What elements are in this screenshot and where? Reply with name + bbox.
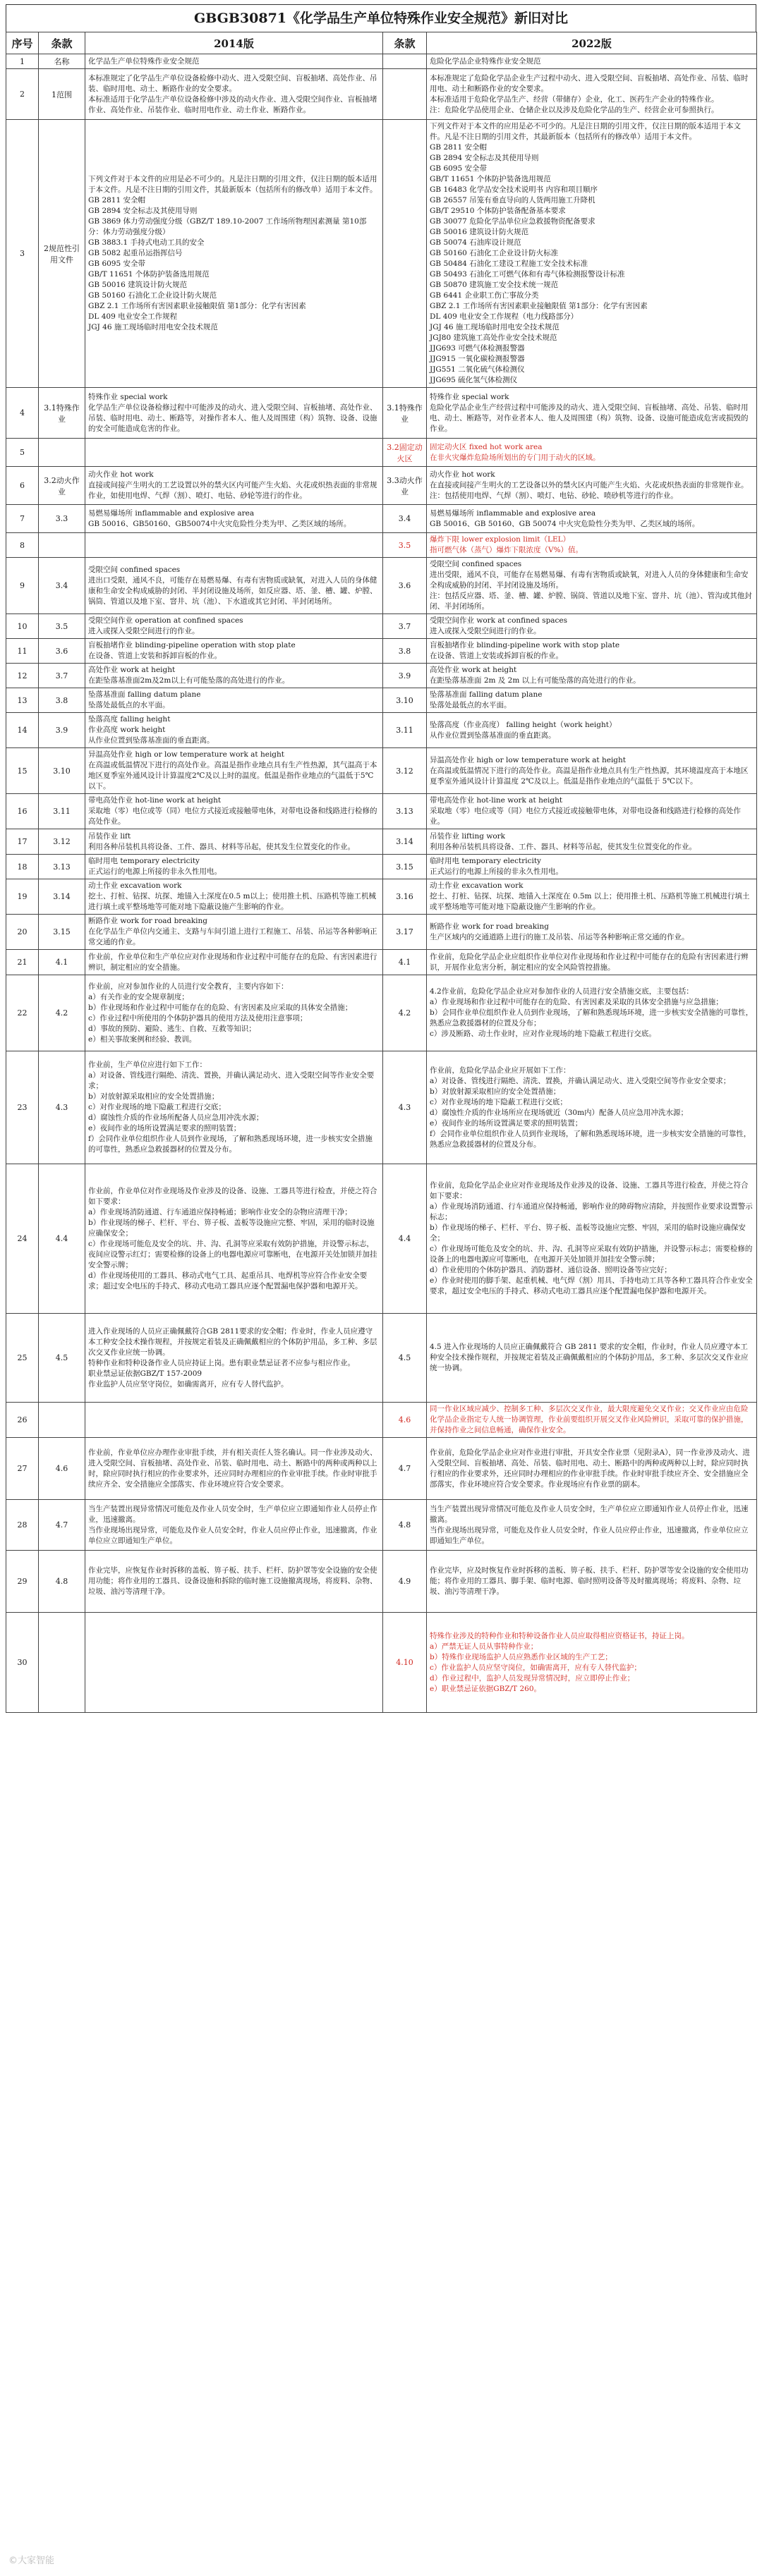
text-2014: 作业前，应对参加作业的人员进行安全教育，主要内容如下： a）有关作业的安全规章制度； b）作业现场和作业过程中可能存在的危险、有害因素及应采取的具体安全措施； c）作业过程中所使用的个体防护器具的使用方法及使用注意事项； d）事故的预防、避险、逃生、自救、互救等知识； e）相关事故案例和经验、教训。 [85,975,383,1051]
clause-2014: 3.12 [39,829,85,855]
clause-2014: 3.14 [39,879,85,915]
row-no: 21 [6,950,39,975]
table-body [6,54,757,1713]
clause-2014: 3.13 [39,855,85,879]
text-2014: 化学品生产单位特殊作业安全规范 [85,54,383,69]
clause-2014: 3.15 [39,915,85,950]
row-no: 15 [6,748,39,794]
table-row [6,855,757,879]
clause-2014: 4.4 [39,1164,85,1314]
clause-2014: 3.6 [39,639,85,664]
table-row [6,467,757,505]
text-2022: 特殊作业 special work 危险化学品企业生产经营过程中可能涉及的动火、进入受限空间、盲板抽堵、高处、吊装、临时用电、动土、断路等，对作业者本人、他人及周围建（构）筑物、设备、设施可能造成危害或损毁的作业。 [427,388,757,439]
text-2022: 爆炸下限 lower explosion limit（LEL） 指可燃气体（蒸气）爆炸下限浓度（V%）值。 [427,533,757,558]
clause-2022: 3.2固定动火区 [383,439,427,467]
row-no: 29 [6,1551,39,1613]
table-row [6,120,757,388]
table-row [6,614,757,639]
text-2014: 作业前，生产单位应进行如下工作： a）对设备、管线进行隔绝、清洗、置换，并确认满足动火、进入受限空间等作业安全要求； b）对放射源采取相应的安全处置措施； c）对作业现场的地下隐蔽工程进行交底； d）腐蚀性介质的作业场所配备人员应急用冲洗水源； e）夜间作业的场所设置满足要求的照明装置； f）会同作业单位组织作业人员到作业现场，了解和熟悉现场环境，进一步核实安全措施的可靠性，熟悉应急救援器材的位置及分布。 [85,1051,383,1164]
clause-2014: 4.8 [39,1551,85,1613]
text-2014: 下列文件对于本文件的应用是必不可少的。凡是注日期的引用文件，仅注日期的版本适用于本文件。凡是不注日期的引用文件，其最新版本（包括所有的修改单）适用于本文件。 GB 2811 安全帽 GB 2894 安全标志及其使用导则 GB 3869 体力劳动强度分级（GBZ/T 189.10-2007 工作场所物理因素测量 第10部分：体力劳动强度分级） GB 3883.1 手持式电动工具的安全 GB 5082 起重吊运指挥信号 GB 6095 安全带 GB/T 11651 个体防护装备选用规范 GB 50016 建筑设计防火规范 GB 50160 石油化工企业设计防火规范 GBZ 2.1 工作场所有害因素职业接触限值 第1部分：化学有害因素 DL 409 电业安全工作规程 JGJ 46 施工现场临时用电安全技术规范 [85,120,383,388]
clause-2014 [39,1613,85,1713]
row-no: 18 [6,855,39,879]
clause-2014: 3.2动火作业 [39,467,85,505]
table-row [6,1164,757,1314]
table-row [6,1314,757,1403]
row-no: 9 [6,558,39,614]
clause-2014 [39,1403,85,1438]
clause-2022: 3.4 [383,505,427,533]
clause-2014: 4.2 [39,975,85,1051]
text-2014: 临时用电 temporary electricity 正式运行的电源上所接的非永久性用电。 [85,855,383,879]
text-2014: 动火作业 hot work 直接或间接产生明火的工艺设置以外的禁火区内可能产生火焰、火花或炽热表面的非常规作业，如使用电焊、气焊（割）、喷灯、电钻、砂轮等进行的作业。 [85,467,383,505]
row-no: 3 [6,120,39,388]
table-row [6,388,757,439]
table-row [6,664,757,688]
text-2022: 同一作业区域应减少、控制多工种、多层次交叉作业，最大限度避免交叉作业；交叉作业应由危险化学品企业指定专人统一协调管理，作业前要组织开展交叉作业风险辨识，采取可靠的保护措施，并保持作业之间信息畅通，确保作业安全。 [427,1403,757,1438]
clause-2022: 4.9 [383,1551,427,1613]
text-2022: 易燃易爆场所 inflammable and explosive area GB 50016、GB 50160、GB 50074 中火灾危险性分类为甲、乙类区域的场所。 [427,505,757,533]
clause-2014: 3.7 [39,664,85,688]
text-2014: 当生产装置出现异常情况可能危及作业人员安全时，生产单位应立即通知作业人员停止作业，迅速撤离。 当作业现场出现异常，可能危及作业人员安全时，作业人员应停止作业，迅速撤离，作业单位应立即通知生产单位。 [85,1500,383,1551]
row-no: 8 [6,533,39,558]
clause-2014: 4.6 [39,1438,85,1500]
table-header-row [6,32,757,54]
text-2022: 固定动火区 fixed hot work area 在非火灾爆炸危险场所划出的专门用于动火的区域。 [427,439,757,467]
clause-2022: 3.8 [383,639,427,664]
table-row [6,1500,757,1551]
text-2022: 受限空间作业 work at confined spaces 进入或探入受限空间进行的作业。 [427,614,757,639]
clause-2014: 4.5 [39,1314,85,1403]
table-row [6,975,757,1051]
row-no: 4 [6,388,39,439]
clause-2014 [39,533,85,558]
table-row [6,505,757,533]
text-2014: 断路作业 work for road breaking 在化学品生产单位内交通主、支路与车间引道上进行工程施工、吊装、吊运等各种影响正常交通的作业。 [85,915,383,950]
clause-2022: 4.4 [383,1164,427,1314]
row-no: 1 [6,54,39,69]
clause-2014: 4.3 [39,1051,85,1164]
row-no: 25 [6,1314,39,1403]
text-2022: 坠落高度（作业高度） falling height（work height） 从作业位置到坠落基准面的垂直距离。 [427,713,757,748]
text-2022: 当生产装置出现异常情况可能危及作业人员安全时，生产单位应立即通知作业人员停止作业，迅速撤离。 当作业现场出现异常，可能危及作业人员安全时，作业人员应停止作业，迅速撤离，作业单位应立即通知生产单位。 [427,1500,757,1551]
header-clause-2022: 条款 [383,32,427,54]
clause-2022: 3.17 [383,915,427,950]
text-2022: 断路作业 work for road breaking 生产区域内的交通道路上进行的施工及吊装、吊运等各种影响正常交通的作业。 [427,915,757,950]
text-2014: 作业前，作业单位和生产单位应对作业现场和作业过程中可能存在的危险、有害因素进行辨识，制定相应的安全措施。 [85,950,383,975]
text-2022: 临时用电 temporary electricity 正式运行的电源上所接的非永久性用电。 [427,855,757,879]
clause-2022: 4.2 [383,975,427,1051]
clause-2022: 3.5 [383,533,427,558]
text-2022: 吊装作业 lifting work 利用各种吊装机具将设备、工件、器具、材料等吊起，使其发生位置变化的作业。 [427,829,757,855]
header-clause-2014: 条款 [39,32,85,54]
clause-2022: 4.3 [383,1051,427,1164]
row-no: 7 [6,505,39,533]
text-2022: 特殊作业涉及的特种作业和特种设备作业人员应取得相应资格证书，持证上岗。 a）严禁无证人员从事特种作业； b）特殊作业现场监护人员应熟悉作业区域的生产工艺； c）作业监护人员应坚守岗位，如确需离开，应有专人替代监护； d）作业过程中，监护人员发现异常情况时，应立即停止作业； e）职业禁忌证依据GBZ/T 260。 [427,1613,757,1713]
clause-2022: 4.7 [383,1438,427,1500]
row-no: 16 [6,794,39,829]
clause-2022: 3.11 [383,713,427,748]
text-2014: 受限空间 confined spaces 进出口受限，通风不良，可能存在易燃易爆、有毒有害物质或缺氧，对进入人员的身体健康和生命安全构成威胁的封闭、半封闭设施及场所，如反应器、塔、釜、槽、罐、炉膛、锅筒、管道以及地下室、窨井、坑（池）、下水道或其它封闭、半封闭场所。 [85,558,383,614]
table-row [6,1551,757,1613]
text-2014: 盲板抽堵作业 blinding-pipeline operation with stop plate 在设备、管道上安装和拆卸盲板的作业。 [85,639,383,664]
row-no: 20 [6,915,39,950]
table-row [6,1613,757,1713]
row-no: 13 [6,688,39,713]
text-2022: 动土作业 excavation work 挖土、打桩、钻探、坑探、地锚入土深度在 0.5m 以上；使用推土机、压路机等施工机械进行填土或平整场地等可能对地下隐蔽设施产生影响的作业。 [427,879,757,915]
text-2014: 进入作业现场的人员应正确佩戴符合GB 2811要求的安全帽；作业时，作业人员应遵守本工种安全技术操作规程，并按规定着装及正确佩戴相应的个体防护用品，多工种、多层次交叉作业应统一协调。 特种作业和特种设备作业人员应持证上岗。患有职业禁忌证者不应参与相应作业。 职业禁忌证依据GBZ/T 157-2009 作业监护人员应坚守岗位，如确需离开，应有专人替代监护。 [85,1314,383,1403]
clause-2014: 2规范性引用文件 [39,120,85,388]
table-row [6,54,757,69]
text-2014: 受限空间作业 operation at confined spaces 进入或探入受限空间进行的作业。 [85,614,383,639]
text-2014: 作业前，作业单位应办理作业审批手续，并有相关责任人签名确认。同一作业涉及动火、进入受限空间、盲板抽堵、高处作业、吊装、临时用电、动土、断路中的两种或两种以上时，除应同时执行相应的作业要求外，还应同时办理相应的作业审批手续。作业时审批手续应齐全、安全措施应全部落实、作业环境应符合安全要求。 [85,1438,383,1500]
row-no: 17 [6,829,39,855]
text-2022: 坠落基准面 falling datum plane 坠落处最低点的水平面。 [427,688,757,713]
clause-2022: 3.15 [383,855,427,879]
text-2014: 特殊作业 special work 化学品生产单位设备检修过程中可能涉及的动火、进入受限空间、盲板抽堵、高处作业、吊装、临时用电、动土、断路等，对操作者本人、他人及周围建（构）筑物、设备、设施的安全可能造成危害的作业。 [85,388,383,439]
clause-2014 [39,439,85,467]
row-no: 19 [6,879,39,915]
watermark: ©大家智能 [8,2556,55,2566]
clause-2022: 3.3动火作业 [383,467,427,505]
clause-2022: 3.13 [383,794,427,829]
table-row [6,533,757,558]
table-row [6,439,757,467]
clause-2014: 3.3 [39,505,85,533]
text-2014 [85,439,383,467]
text-2014 [85,1613,383,1713]
text-2014 [85,533,383,558]
text-2022: 作业前，危险化学品企业应对作业进行审批，开具安全作业票（见附录A），同一作业涉及动火、进入受限空间、盲板抽堵、高处、吊装、临时用电、动土、断路中的两种或两种以上时，除应同时执行相应的作业要求外，还应同时办理相应的作业审批手续。作业时审批手续应齐全、安全措施应全部落实，作业环境应符合安全要求。作业现场应有作业票的副本。 [427,1438,757,1500]
text-2022: 高处作业 work at height 在距坠落基准面 2m 及 2m 以上有可能坠落的高处进行的作业。 [427,664,757,688]
clause-2022 [383,69,427,120]
comparison-table [6,32,757,1713]
text-2022: 作业完毕，应及时恢复作业时拆移的盖板、箅子板、扶手、栏杆、防护罩等安全设施的安全使用功能；将作业用的工器具、脚手架、临时电源、临时照明设备等及时撤离现场；将废料、杂物、垃圾、油污等清理干净。 [427,1551,757,1613]
table-row [6,713,757,748]
header-text-2022: 2022版 [427,32,757,54]
clause-2022: 3.7 [383,614,427,639]
row-no: 11 [6,639,39,664]
clause-2022: 3.1特殊作业 [383,388,427,439]
row-no: 6 [6,467,39,505]
table-row [6,950,757,975]
clause-2022: 3.14 [383,829,427,855]
row-no: 27 [6,1438,39,1500]
clause-2014: 3.5 [39,614,85,639]
clause-2022: 3.10 [383,688,427,713]
clause-2022: 3.9 [383,664,427,688]
text-2022: 异温高处作业 high or low temperature work at height 在高温或低温情况下进行的高处作业。高温是指作业地点具有生产性热源，其环境温度高于本地区夏季室外通风设计计算温度 2℃及以上。低温是指作业地点的气温低于 5℃以下。 [427,748,757,794]
table-row [6,1403,757,1438]
text-2022: 本标准规定了危险化学品企业生产过程中动火、进入受限空间、盲板抽堵、高处作业、吊装、临时用电、动土和断路作业的安全要求。 本标准适用于危险化学品生产、经营（带储存）企业，化工、医药生产企业的特殊作业。 注：危险化学品使用企业、仓储企业以及涉及危险化学品的生产、经营企业可参照执行。 [427,69,757,120]
text-2022: 带电高处作业 hot-line work at height 采取地（零）电位或等（同）电位方式接近或接触带电体，对带电设备和线路进行检修的高处作业。 [427,794,757,829]
table-row [6,748,757,794]
clause-2014: 3.10 [39,748,85,794]
table-row [6,639,757,664]
row-no: 2 [6,69,39,120]
text-2022: 下列文件对于本文件的应用是必不可少的。凡是注日期的引用文件，仅注日期的版本适用于本文件。凡是不注日期的引用文件，其最新版本（包括所有的修改单）适用于本文件。 GB 2811 安全帽 GB 2894 安全标志及其使用导则 GB 6095 安全带 GB/T 11651 个体防护装备选用规范 GB 16483 化学品安全技术说明书 内容和项目顺序 GB 26557 吊笼有垂直导向的人货两用施工升降机 GB/T 29510 个体防护装备配备基本要求 GB 30077 危险化学品单位应急救援物资配备要求 GB 50016 建筑设计防火规范 GB 50074 石油库设计规范 GB 50160 石油化工企业设计防火标准 GB 50484 石油化工建设工程施工安全技术标准 GB 50493 石油化工可燃气体和有毒气体检测报警设计标准 GB 50870 建筑施工安全技术统一规范 GB 6441 企业职工伤亡事故分类 GBZ 2.1 工作场所有害因素职业接触限值 第1部分：化学有害因素 DL 409 电业安全工作规程（电力线路部分） JGJ 46 施工现场临时用电安全技术规范 JGJ80 建筑施工高处作业安全技术规范 JJG693 可燃气体检测报警器 JJG915 一氧化碳检测报警器 JJG551 二氧化硫气体检测仪 JJG695 硫化氢气体检测仪 [427,120,757,388]
text-2014: 坠落高度 falling height 作业高度 work height 从作业位置到坠落基准面的垂直距离。 [85,713,383,748]
text-2022: 作业前，危险化学品企业应对作业现场及作业涉及的设备、设施、工器具等进行检查，并使之符合如下要求： a）作业现场消防通道、行车通道应保持畅通，影响作业的障碍物应清除，并按照作业要求设置警示标志； b）作业现场的梯子、栏杆、平台、箅子板、盖板等设施应完整、牢固，采用的临时设施应确保安全； c）作业现场可能危及安全的坑、井、沟、孔洞等应采取有效防护措施，并设警示标志；需要检修的设备上的电器电源应可靠断电，在电源开关处加锁并加挂安全警示牌； d）作业使用的个体防护器具、消防器材、通信设备、照明设备等应完好； e）作业时使用的脚手架、起重机械、电气焊（割）用具、手持电动工具等各种工器具符合作业安全要求，超过安全电压的手持式、移动式电动工器具应逐个配置漏电保护器和电源开关。 [427,1164,757,1314]
table-row [6,794,757,829]
clause-2014: 3.11 [39,794,85,829]
document-title: GBGB30871《化学品生产单位特殊作业安全规范》新旧对比 [6,4,756,32]
clause-2014: 3.8 [39,688,85,713]
clause-2022 [383,120,427,388]
text-2022: 受限空间 confined spaces 进出受限，通风不良，可能存在易燃易爆、有毒有害物质或缺氧，对进入人员的身体健康和生命安全构成威胁的封闭、半封闭设施及场所。 注：包括反应器、塔、釜、槽、罐、炉膛、锅筒、管道以及地下室、窨井、坑（池）、管沟或其他封闭、半封闭场所。 [427,558,757,614]
header-text-2014: 2014版 [85,32,383,54]
text-2022: 危险化学品企业特殊作业安全规范 [427,54,757,69]
clause-2022: 4.1 [383,950,427,975]
table-row [6,558,757,614]
clause-2022: 3.12 [383,748,427,794]
row-no: 10 [6,614,39,639]
clause-2014: 4.1 [39,950,85,975]
text-2022: 作业前，危险化学品企业应开展如下工作： a）对设备、管线进行隔绝、清洗、置换，并确认满足动火、进入受限空间等作业安全要求； b）对放射源采取相应的安全处置措施； c）对作业现场的地下隐蔽工程进行交底； d）腐蚀性介质的作业场所应在现场就近（30m内）配备人员应急用冲洗水源； e）夜间作业的场所设置满足要求的照明装置； f）会同作业单位组织作业人员到作业现场，了解和熟悉现场环境，进一步核实安全措施的可靠性，熟悉应急救援器材的位置及分布。 [427,1051,757,1164]
text-2022: 4.2作业前，危险化学品企业应对参加作业的人员进行安全措施交底，主要包括： a）作业现场和作业过程中可能存在的危险、有害因素及采取的具体安全措施与应急措施； b）会同作业单位组织作业人员到作业现场，了解和熟悉现场环境，进一步核实安全措施的可靠性，熟悉应急救援器材的位置及分布； c）涉及断路、动土作业时，应对作业现场的地下隐蔽工程进行交底。 [427,975,757,1051]
document-page [6,4,756,2571]
text-2014: 动土作业 excavation work 挖土、打桩、钻探、坑探、地锚入土深度在0.5 m以上；使用推土机、压路机等施工机械进行填土或平整场地等可能对地下隐蔽设施产生影响的作业。 [85,879,383,915]
clause-2022: 4.5 [383,1314,427,1403]
clause-2014: 1范围 [39,69,85,120]
text-2014: 高处作业 work at height 在距坠落基准面2m及2m以上有可能坠落的高处进行的作业。 [85,664,383,688]
table-row [6,829,757,855]
clause-2014: 名称 [39,54,85,69]
table-row [6,879,757,915]
text-2014: 易燃易爆场所 inflammable and explosive area GB 50016、GB50160、GB50074中火灾危险性分类为甲、乙类区域的场所。 [85,505,383,533]
header-no: 序号 [6,32,39,54]
text-2014: 作业前，作业单位对作业现场及作业涉及的设备、设施、工器具等进行检查，并使之符合如下要求： a）作业现场消防通道、行车通道应保持畅通；影响作业安全的杂物应清理干净； b）作业现场的梯子、栏杆、平台、箅子板、盖板等设施应完整、牢固，采用的临时设施应确保安全； c）作业现场可能危及安全的坑、井、沟、孔洞等应采取有效防护措施，并设警示标志，夜间应设警示红灯；需要检修的设备上的电器电源应可靠断电，在电源开关处加锁并加挂安全警示牌； d）作业现场使用的工器具、移动式电气工具、起重吊具、电焊机等应符合作业安全要求；超过安全电压的手持式、移动式电动工器具应逐个配置漏电保护器和电源开关。 [85,1164,383,1314]
table-row [6,1051,757,1164]
clause-2014: 3.4 [39,558,85,614]
row-no: 22 [6,975,39,1051]
clause-2014: 3.1特殊作业 [39,388,85,439]
table-row [6,688,757,713]
row-no: 12 [6,664,39,688]
row-no: 24 [6,1164,39,1314]
clause-2014: 4.7 [39,1500,85,1551]
clause-2022: 4.8 [383,1500,427,1551]
text-2014: 作业完毕，应恢复作业时拆移的盖板、箅子板、扶手、栏杆、防护罩等安全设施的安全使用功能；将作业用的工器具、设备设施和拆除的临时施工设施撤离现场，将废料、杂物、垃圾、油污等清理干净。 [85,1551,383,1613]
table-row [6,1438,757,1500]
text-2014: 异温高处作业 high or low temperature work at height 在高温或低温情况下进行的高处作业。高温是指作业地点具有生产性热源，其气温高于本地区夏季室外通风设计计算温度2℃及以上时的温度。低温是指作业地点的气温低于5℃以下。 [85,748,383,794]
table-row [6,915,757,950]
text-2014: 本标准规定了化学品生产单位设备检修中动火、进入受限空间、盲板抽堵、高处作业、吊装、临时用电、动土、断路作业的安全要求。 本标准适用于化学品生产单位设备检修中涉及的动火作业、进入受限空间作业、盲板抽堵作业、高处作业、吊装作业、临时用电作业、动土作业、断路作业。 [85,69,383,120]
row-no: 14 [6,713,39,748]
clause-2022: 3.16 [383,879,427,915]
text-2014: 带电高处作业 hot-line work at height 采取地（零）电位或等（同）电位方式接近或接触带电体，对带电设备和线路进行检修的高处作业。 [85,794,383,829]
text-2022: 动火作业 hot work 在直接或间接产生明火的工艺设备以外的禁火区内可能产生火焰、火花或炽热表面的非常规作业。 注：包括使用电焊、气焊（割）、喷灯、电钻、砂轮、喷砂机等进行的作业。 [427,467,757,505]
clause-2022: 4.6 [383,1403,427,1438]
row-no: 30 [6,1613,39,1713]
text-2014 [85,1403,383,1438]
clause-2022: 4.10 [383,1613,427,1713]
table-row [6,69,757,120]
text-2022: 盲板抽堵作业 blinding-pipeline work with stop plate 在设备、管道上安装或拆卸盲板的作业。 [427,639,757,664]
text-2022: 4.5 进入作业现场的人员应正确佩戴符合 GB 2811 要求的安全帽，作业时，作业人员应遵守本工种安全技术操作规程，并按规定着装及正确佩戴相应的个体防护用品，多工种、多层次交叉作业应统一协调。 [427,1314,757,1403]
clause-2022 [383,54,427,69]
text-2014: 坠落基准面 falling datum plane 坠落处最低点的水平面。 [85,688,383,713]
text-2022: 作业前，危险化学品企业应组织作业单位对作业现场和作业过程中可能存在的危险有害因素进行辨识，开展作业危害分析，制定相应的安全风险管控措施。 [427,950,757,975]
row-no: 5 [6,439,39,467]
row-no: 26 [6,1403,39,1438]
text-2014: 吊装作业 lift 利用各种吊装机具将设备、工件、器具、材料等吊起，使其发生位置变化的作业。 [85,829,383,855]
row-no: 28 [6,1500,39,1551]
clause-2014: 3.9 [39,713,85,748]
row-no: 23 [6,1051,39,1164]
clause-2022: 3.6 [383,558,427,614]
